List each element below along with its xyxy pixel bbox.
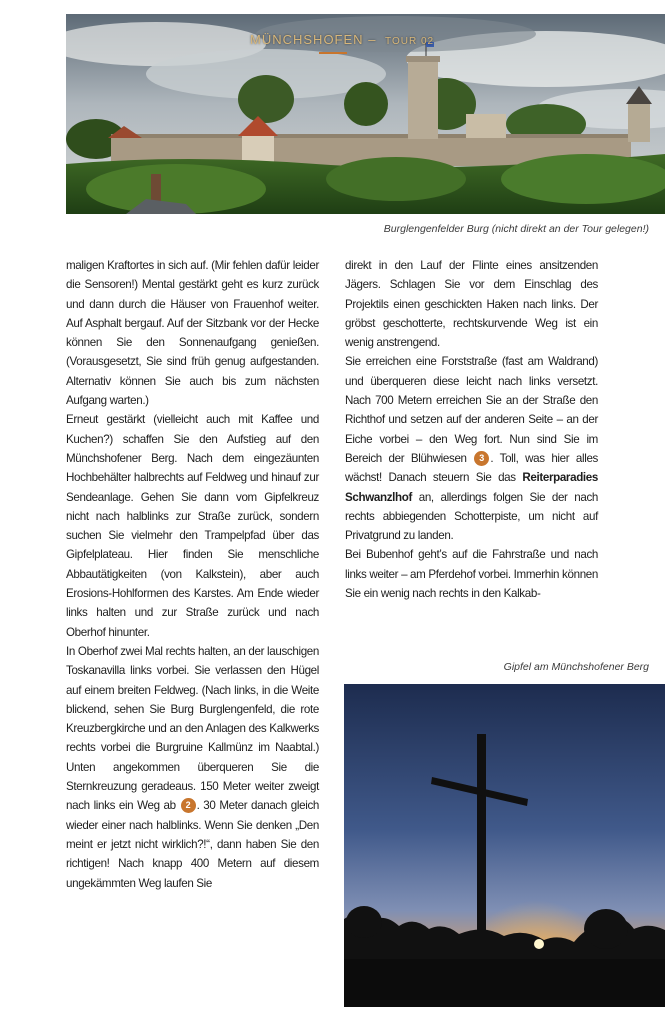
header-title: MÜNCHSHOFEN: [250, 32, 364, 47]
waypoint-3-marker: 3: [474, 451, 489, 466]
right-paragraph-2-part-c: an, allerdings folgen Sie der nach rechts abbiegenden Schotterpiste, um nicht auf Privatgrund zu landen.: [345, 490, 598, 543]
header-underline: [319, 52, 347, 54]
tour-header: [250, 32, 434, 47]
right-paragraph-2-part-b: . Toll, was hier alles wächst! Danach steuern Sie das: [345, 451, 599, 485]
reiterparadies-name: Reiterparadies Schwanzlhof: [345, 471, 598, 504]
right-paragraph-2-part-a: Sie erreichen eine Forststraße (fast am Waldrand) und überqueren diese leicht nach links versetzt. Nach 700 Metern erreichen Sie an der Straße den Richthof und setzen auf der anderen Seite – an der Eiche vorbei – den Weg fort. Nun sind Sie im Bereich der Blühwiesen: [345, 355, 598, 465]
header-separator: –: [368, 32, 377, 47]
left-paragraph-3-part-b: . 30 Meter danach gleich wieder einer nach halblinks. Wenn Sie denken „Den meint er jetzt nicht wirklich?!“, dann haben Sie den richtigen! Nach knapp 400 Metern auf diesem ungekämmten Weg laufen Sie: [66, 799, 319, 890]
summit-cross-photo: [344, 684, 665, 1007]
waypoint-2-marker: 2: [181, 798, 196, 813]
top-photo-caption: Burglengenfelder Burg (nicht direkt an der Tour gelegen!): [383, 223, 649, 235]
left-paragraph-3-part-a: In Oberhof zwei Mal rechts halten, an der lauschigen Toskanavilla links vorbei. Sie verlassen den Hügel auf einem breiten Feldweg. (Nach links, in die Weite blickend, sehen Sie Burg Burglengenfeld, die rote Kreuzbergkirche und an den Anlagen des Kalkwerks rechts vorbei die Burgruine Kallmünz im Naabtal.) Unten angekommen überqueren Sie die Sternkreuzung geradeaus. 150 Meter weiter zweigt nach links ein Weg ab: [66, 644, 319, 813]
right-paragraph-1: direkt in den Lauf der Flinte eines ansitzenden Jägers. Schlagen Sie vor dem Einschlag des Projektils einen geschickten Haken nach links. Der gröbst geschotterte, rechtskurvende Weg ist ein wenig anstrengend.: [345, 259, 598, 350]
left-paragraph-1: maligen Kraftortes in sich auf. (Mir fehlen dafür leider die Sensoren!) Mental gestärkt geht es kurz zurück und dann durch die Häuser von Frauenhof weiter. Auf Asphalt bergauf. Auf der Sitzbank vor der Hecke können Sie den Sonnenaufgang genießen. (Vorausgesetzt, Sie sind früh genug aufgestanden. Alternativ können Sie auch bis zum nächsten Aufgang warten.): [66, 259, 319, 408]
right-text-column: [345, 256, 598, 603]
left-paragraph-3: [66, 642, 319, 893]
left-paragraph-2: Erneut gestärkt (vielleicht auch mit Kaffee und Kuchen?) schaffen Sie den Aufstieg auf den Münchshofener Berg. Nach dem eingezäunten Hochbehälter halbrechts auf Feldweg und hinauf zur Sendeanlage. Gehen Sie dann vom Gipfelkreuz nicht nach halblinks zur Straße zurück, sondern suchen Sie vielmehr den Trampelpfad über das Gipfelplateau. Hier finden Sie menschliche Abbautätigkeiten (von Kalkstein), aber auch Erosions-Hohlformen des Karstes. Am Ende wieder links halten und zur Straße zurück und nach Oberhof hinunter.: [66, 413, 319, 639]
right-paragraph-2: [345, 352, 598, 545]
left-text-column: [66, 256, 319, 893]
right-paragraph-3: Bei Bubenhof geht’s auf die Fahrstraße und nach links weiter – am Pferdehof vorbei. Immerhin können Sie ein wenig nach rechts in den Kalkab-: [345, 548, 598, 601]
header-subtitle: TOUR 02: [385, 36, 435, 47]
cross-photo-caption: Gipfel am Münchshofener Berg: [503, 661, 649, 673]
